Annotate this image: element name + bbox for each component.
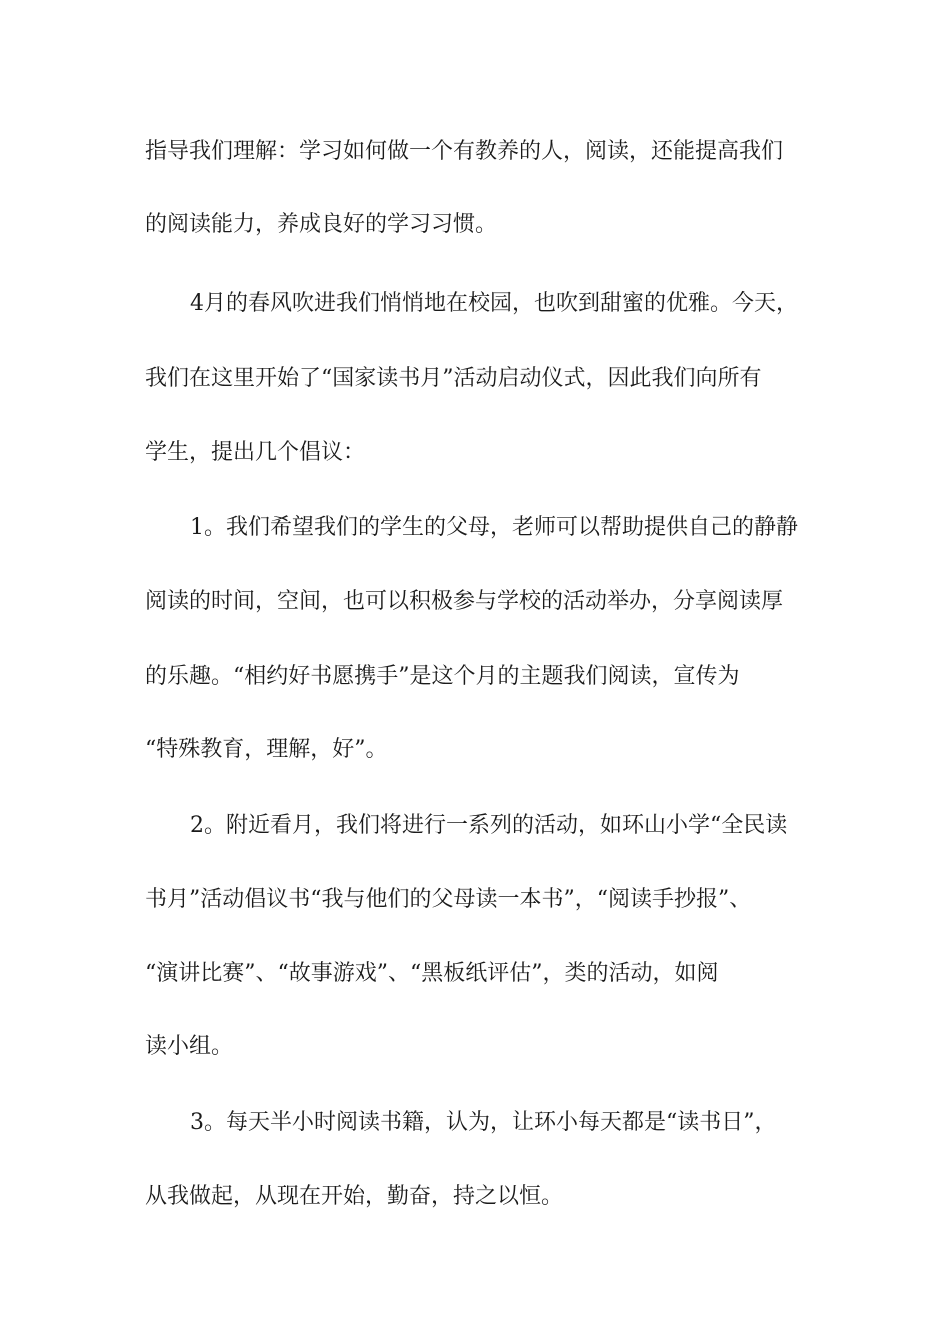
text-line: 2。附近看月，我们将进行一系列的活动，如环山小学“全民读 <box>190 813 788 838</box>
text-line: “演讲比赛”、“故事游戏”、“黑板纸评估”，类的活动，如阅 <box>145 961 719 986</box>
text-line: 学生，提出几个倡议： <box>145 440 366 465</box>
text-line: 1。我们希望我们的学生的父母，老师可以帮助提供自己的静静 <box>190 515 798 540</box>
text-line: 阅读的时间，空间，也可以积极参与学校的活动举办，分享阅读厚 <box>145 589 784 614</box>
text-line: 我们在这里开始了“国家读书月”活动启动仪式，因此我们向所有 <box>145 366 762 391</box>
text-line: 书月”活动倡议书“我与他们的父母读一本书”，“阅读手抄报”、 <box>145 887 752 912</box>
text-line: 从我做起，从现在开始，勤奋，持之以恒。 <box>145 1184 564 1209</box>
text-line: 读小组。 <box>145 1034 234 1059</box>
text-line: 3。每天半小时阅读书籍，认为，让环小每天都是“读书日”， <box>190 1110 777 1135</box>
text-line: 4月的春风吹进我们悄悄地在校园，也吹到甜蜜的优雅。今天， <box>190 291 798 316</box>
text-line: 的乐趣。“相约好书愿携手”是这个月的主题我们阅读，宣传为 <box>145 664 740 689</box>
text-line: “特殊教育，理解，好”。 <box>145 737 388 762</box>
text-line: 的阅读能力，养成良好的学习习惯。 <box>145 212 498 237</box>
text-line: 指导我们理解：学习如何做一个有教养的人，阅读，还能提高我们 <box>145 139 784 164</box>
